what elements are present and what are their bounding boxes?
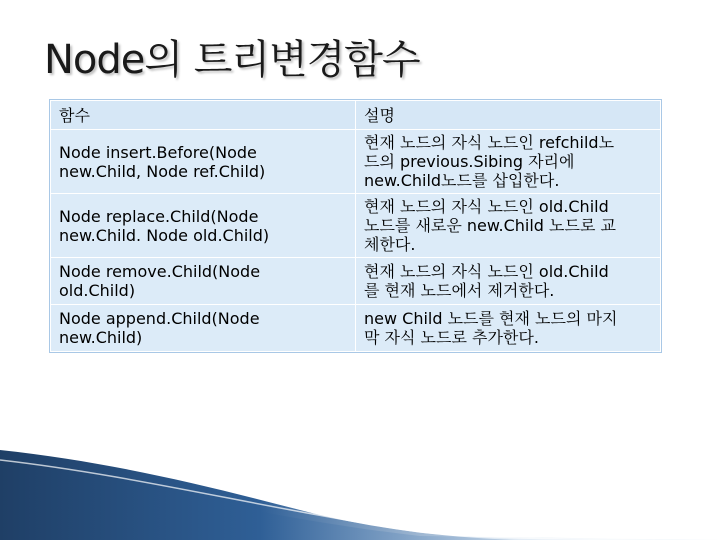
table-row [51,305,661,352]
tree-function-table [50,100,661,352]
description-cell [356,258,661,305]
table-row [51,130,661,194]
description-cell [356,194,661,258]
swoosh-band-dark [0,450,520,540]
decorative-swoosh [0,440,720,540]
slide-title: Node의 트리변경함수 [44,37,420,83]
function-text: Node insert.Before(Node new.Child, Node ref.Child) [59,142,266,181]
header-function: 함수 [51,101,356,130]
description-text: 현재 노드의 자식 노드인 old.Child 노드를 새로운 new.Child 노드로 교 체한다. [364,197,616,254]
function-text: Node replace.Child(Node new.Child. Node old.Child) [59,206,270,245]
description-cell [356,130,661,194]
header-description: 설명 [356,101,661,130]
table-row [51,258,661,305]
table-row [51,194,661,258]
function-text: Node remove.Child(Node old.Child) [59,262,261,300]
table-header-row [51,101,661,130]
description-cell [356,305,661,352]
function-text: Node append.Child(Node new.Child) [59,309,260,347]
function-cell [51,194,356,258]
function-cell [51,258,356,305]
description-text: 현재 노드의 자식 노드인 old.Child 를 현재 노드에서 제거한다. [364,262,609,300]
description-text: new Child 노드를 현재 노드의 마지 막 자식 노드로 추가한다. [364,309,618,347]
description-text: 현재 노드의 자식 노드인 refchild노 드의 previous.Sibing 자리에 new.Child노드를 삽입한다. [364,133,615,190]
function-cell [51,130,356,194]
function-cell [51,305,356,352]
